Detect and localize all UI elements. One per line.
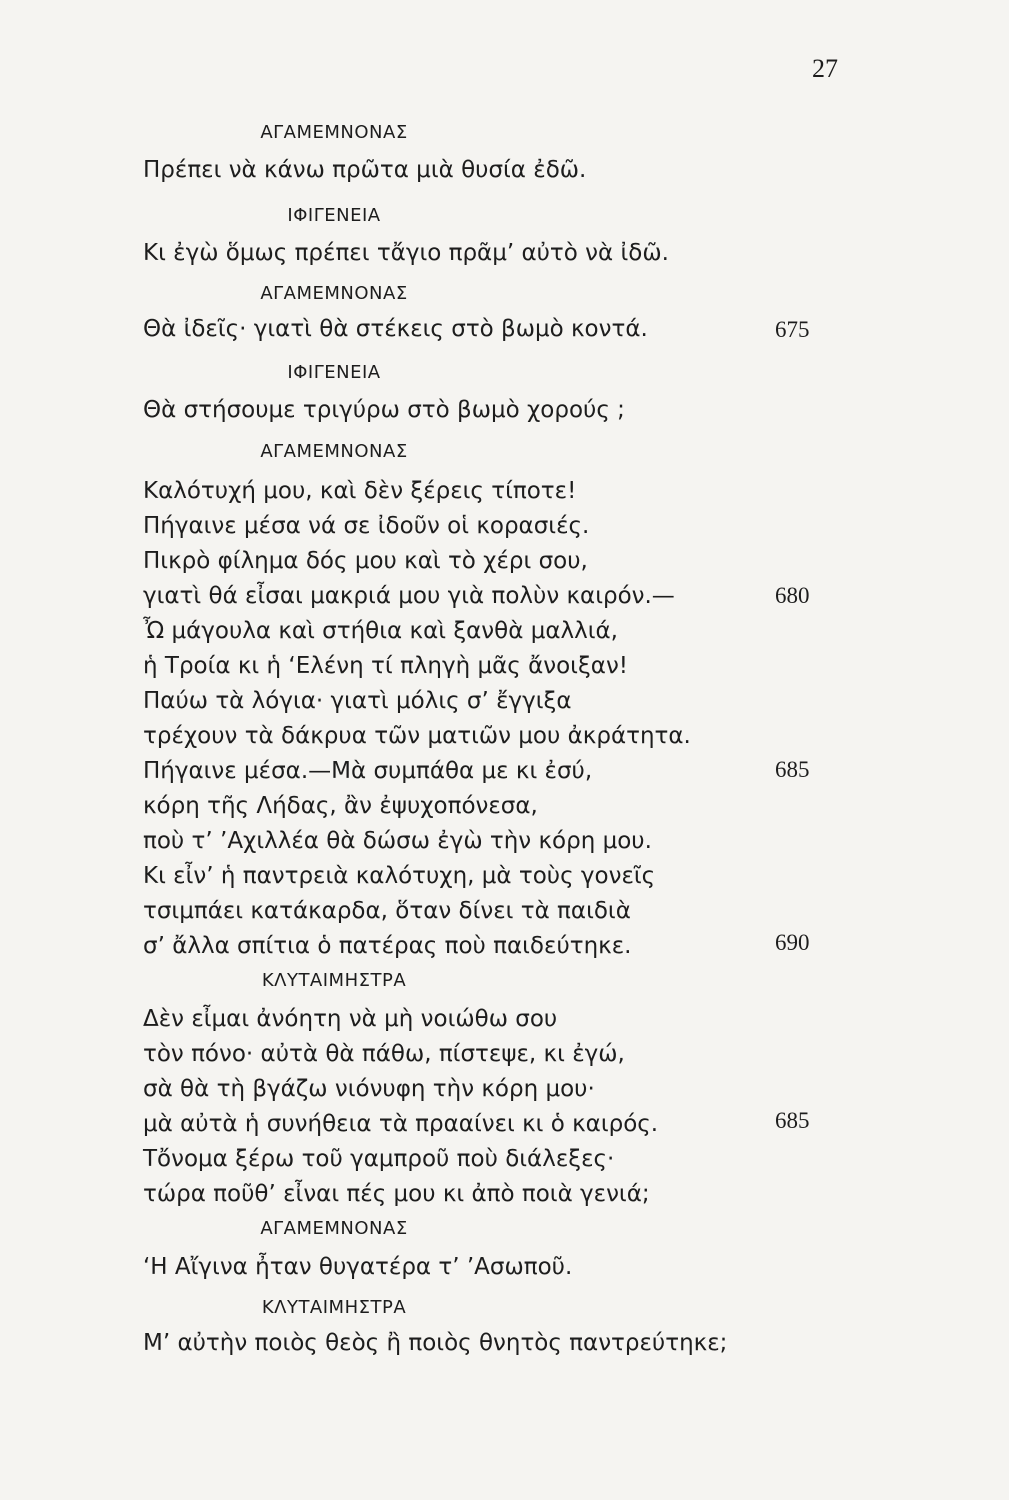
speaker-label: ΚΛΥΤΑΙΜΗΣΤΡΑ: [261, 1297, 407, 1318]
speaker-label: ΑΓΑΜΕΜΝΟΝΑΣ: [260, 283, 408, 304]
verse-line: Θὰ στήσουμε τριγύρω στὸ βωμὸ χορούς ;: [143, 397, 625, 423]
verse-line: Πρέπει νὰ κάνω πρῶτα μιὰ θυσία ἐδῶ.: [143, 157, 587, 183]
verse-line: τρέχουν τὰ δάκρυα τῶν ματιῶν μου ἀκράτητα.: [143, 723, 691, 749]
page-number: 27: [812, 54, 838, 83]
verse-line: Κι εἶν’ ἡ παντρειὰ καλότυχη, μὰ τοὺς γονεῖς: [143, 863, 656, 889]
verse-line: Πικρὸ φίλημα δός μου καὶ τὸ χέρι σου,: [143, 548, 588, 574]
line-number: 690: [775, 930, 810, 955]
verse-line: τὸν πόνο· αὐτὰ θὰ πάθω, πίστεψε, κι ἐγώ,: [143, 1041, 625, 1067]
verse-line: Μ’ αὐτὴν ποιὸς θεὸς ἢ ποιὸς θνητὸς παντρεύτηκε;: [143, 1330, 728, 1356]
verse-line: τώρα ποῦθ’ εἶναι πές μου κι ἀπὸ ποιὰ γενιά;: [143, 1181, 650, 1207]
speaker-label: ΙΦΙΓΕΝΕΙΑ: [287, 362, 381, 383]
verse-line: Θὰ ἰδεῖς· γιατὶ θὰ στέκεις στὸ βωμὸ κοντά.: [143, 316, 648, 342]
verse-line: Κι ἐγὼ ὅμως πρέπει τἄγιο πρᾶμ’ αὐτὸ νὰ ἰδῶ.: [143, 240, 669, 266]
verse-line: Παύω τὰ λόγια· γιατὶ μόλις σ’ ἔγγιξα: [143, 688, 572, 714]
verse-line: σ’ ἄλλα σπίτια ὁ πατέρας ποὺ παιδεύτηκε.: [143, 933, 632, 959]
verse-line: Πήγαινε μέσα νά σε ἰδοῦν οἱ κορασιές.: [143, 513, 590, 539]
verse-line: γιατὶ θά εἶσαι μακριά μου γιὰ πολὺν καιρόν.—: [143, 583, 675, 609]
line-number: 675: [775, 317, 810, 342]
verse-line: Καλότυχή μου, καὶ δὲν ξέρεις τίποτε!: [143, 478, 577, 504]
speaker-label: ΚΛΥΤΑΙΜΗΣΤΡΑ: [261, 970, 407, 991]
speaker-label: ΑΓΑΜΕΜΝΟΝΑΣ: [260, 441, 408, 462]
speaker-label: ΙΦΙΓΕΝΕΙΑ: [287, 205, 381, 226]
line-number: 680: [775, 583, 810, 608]
verse-line: ‘Η Αἴγινα ἦταν θυγατέρα τ’ ’Ασωποῦ.: [143, 1254, 573, 1280]
verse-line: Ὦ μάγουλα καὶ στήθια καὶ ξανθὰ μαλλιά,: [143, 618, 618, 644]
verse-line: ποὺ τ’ ’Αχιλλέα θὰ δώσω ἐγὼ τὴν κόρη μου.: [143, 828, 652, 854]
speaker-label: ΑΓΑΜΕΜΝΟΝΑΣ: [260, 1218, 408, 1239]
line-number: 685: [775, 757, 810, 782]
verse-line: σὰ θὰ τὴ βγάζω νιόνυφη τὴν κόρη μου·: [143, 1076, 595, 1102]
verse-line: Πήγαινε μέσα.—Μὰ συμπάθα με κι ἐσύ,: [143, 758, 593, 784]
verse-line: κόρη τῆς Λήδας, ἂν ἐψυχοπόνεσα,: [143, 793, 538, 819]
verse-line: τσιμπάει κατάκαρδα, ὅταν δίνει τὰ παιδιὰ: [143, 898, 631, 924]
speaker-label: ΑΓΑΜΕΜΝΟΝΑΣ: [260, 122, 408, 143]
verse-line: Δὲν εἶμαι ἀνόητη νὰ μὴ νοιώθω σου: [143, 1006, 558, 1032]
verse-line: Τὄνομα ξέρω τοῦ γαμπροῦ ποὺ διάλεξες·: [143, 1146, 615, 1172]
verse-line: μὰ αὐτὰ ἡ συνήθεια τὰ πρααίνει κι ὁ καιρός.: [143, 1111, 659, 1137]
line-number: 685: [775, 1108, 810, 1133]
verse-line: ἡ Τροία κι ἡ ‘Ελένη τί πληγὴ μᾶς ἄνοιξαν!: [143, 653, 629, 679]
